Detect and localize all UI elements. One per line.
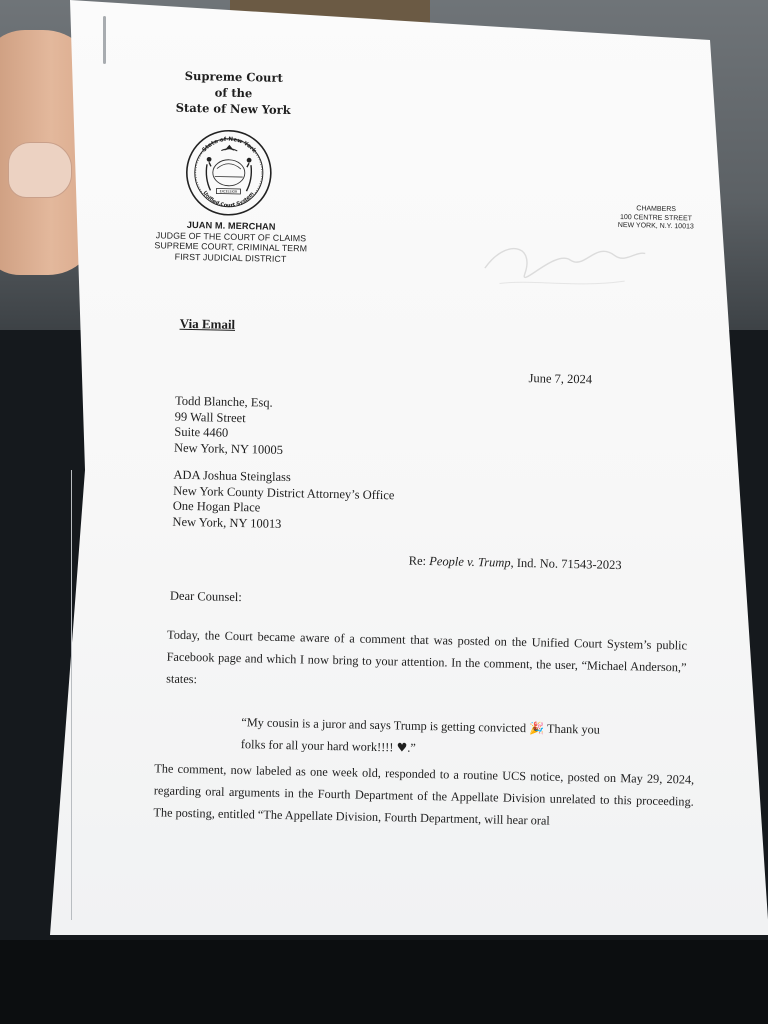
recipient-2-office: New York County District Attorney’s Office (173, 483, 395, 502)
bleed-through-signature (474, 228, 650, 302)
quote-part-3: .” (407, 740, 416, 755)
court-name-line-2: of the (214, 85, 253, 101)
chambers-line-2: 100 CENTRE STREET (619, 213, 693, 222)
recipient-2-city: New York, NY 10013 (172, 514, 282, 531)
chambers-line-3: NEW YORK, N.Y. 10013 (617, 221, 694, 231)
case-name: People v. Trump (429, 554, 511, 570)
quote-part-2: Thank you folks for all your hard work!!!! (240, 721, 601, 755)
state-seal-icon (184, 128, 274, 218)
recipient-1-suite: Suite 4460 (174, 424, 229, 440)
recipient-1-street: 99 Wall Street (174, 409, 246, 425)
court-name-line-3: State of New York (175, 100, 291, 118)
salutation: Dear Counsel: (169, 588, 242, 605)
heart-icon: ♥ (396, 740, 408, 755)
paragraph-2: The comment, now labeled as one week old, responded to a routine UCS notice, posted on May 29, 2024, regarding oral arguments in the Fourth Department of the Appellate Division unrelated to this proceeding. The posting, entitled “The Appellate Division, Fourth Department, will hear oral (153, 761, 695, 828)
seal-text-top: State of New York (201, 136, 258, 155)
re-suffix: , Ind. No. 71543-2023 (510, 555, 622, 573)
delivery-method: Via Email (179, 315, 236, 332)
judge-title: JUDGE OF THE COURT OF CLAIMS (155, 229, 307, 243)
chambers-address (601, 205, 712, 233)
paragraph-1: Today, the Court became aware of a comment that was posted on the Unified Court System’s public Facebook page and which I now bring to your attention. In the comment, the user, “Michael Anderson,” states: (166, 627, 688, 687)
seal-banner: EXCELSIOR (219, 189, 238, 194)
seal-text-bottom: Unified Court System (201, 190, 256, 209)
chambers-line-1: CHAMBERS (636, 205, 677, 214)
recipient-address-1 (174, 394, 284, 458)
quote-part-1: “My cousin is a juror and says Trump is getting convicted (241, 715, 530, 736)
quoted-comment (241, 711, 622, 763)
re-prefix: Re: (408, 553, 430, 569)
letter-date: June 7, 2024 (528, 371, 593, 387)
recipient-address-2 (172, 468, 395, 535)
recipient-1-name: Todd Blanche, Esq. (174, 393, 273, 410)
court-term: SUPREME COURT, CRIMINAL TERM (154, 240, 308, 254)
judge-block (143, 219, 319, 265)
party-popper-icon: 🎉 (529, 721, 545, 736)
court-name-block (168, 67, 299, 118)
recipient-2-name: ADA Joshua Steinglass (173, 467, 291, 485)
court-name-line-1: Supreme Court (184, 68, 284, 85)
re-line (409, 554, 622, 573)
judge-name: JUAN M. MERCHAN (186, 219, 276, 232)
recipient-2-street: One Hogan Place (172, 498, 261, 515)
judicial-district: FIRST JUDICIAL DISTRICT (174, 251, 287, 264)
recipient-1-city: New York, NY 10005 (173, 440, 284, 457)
